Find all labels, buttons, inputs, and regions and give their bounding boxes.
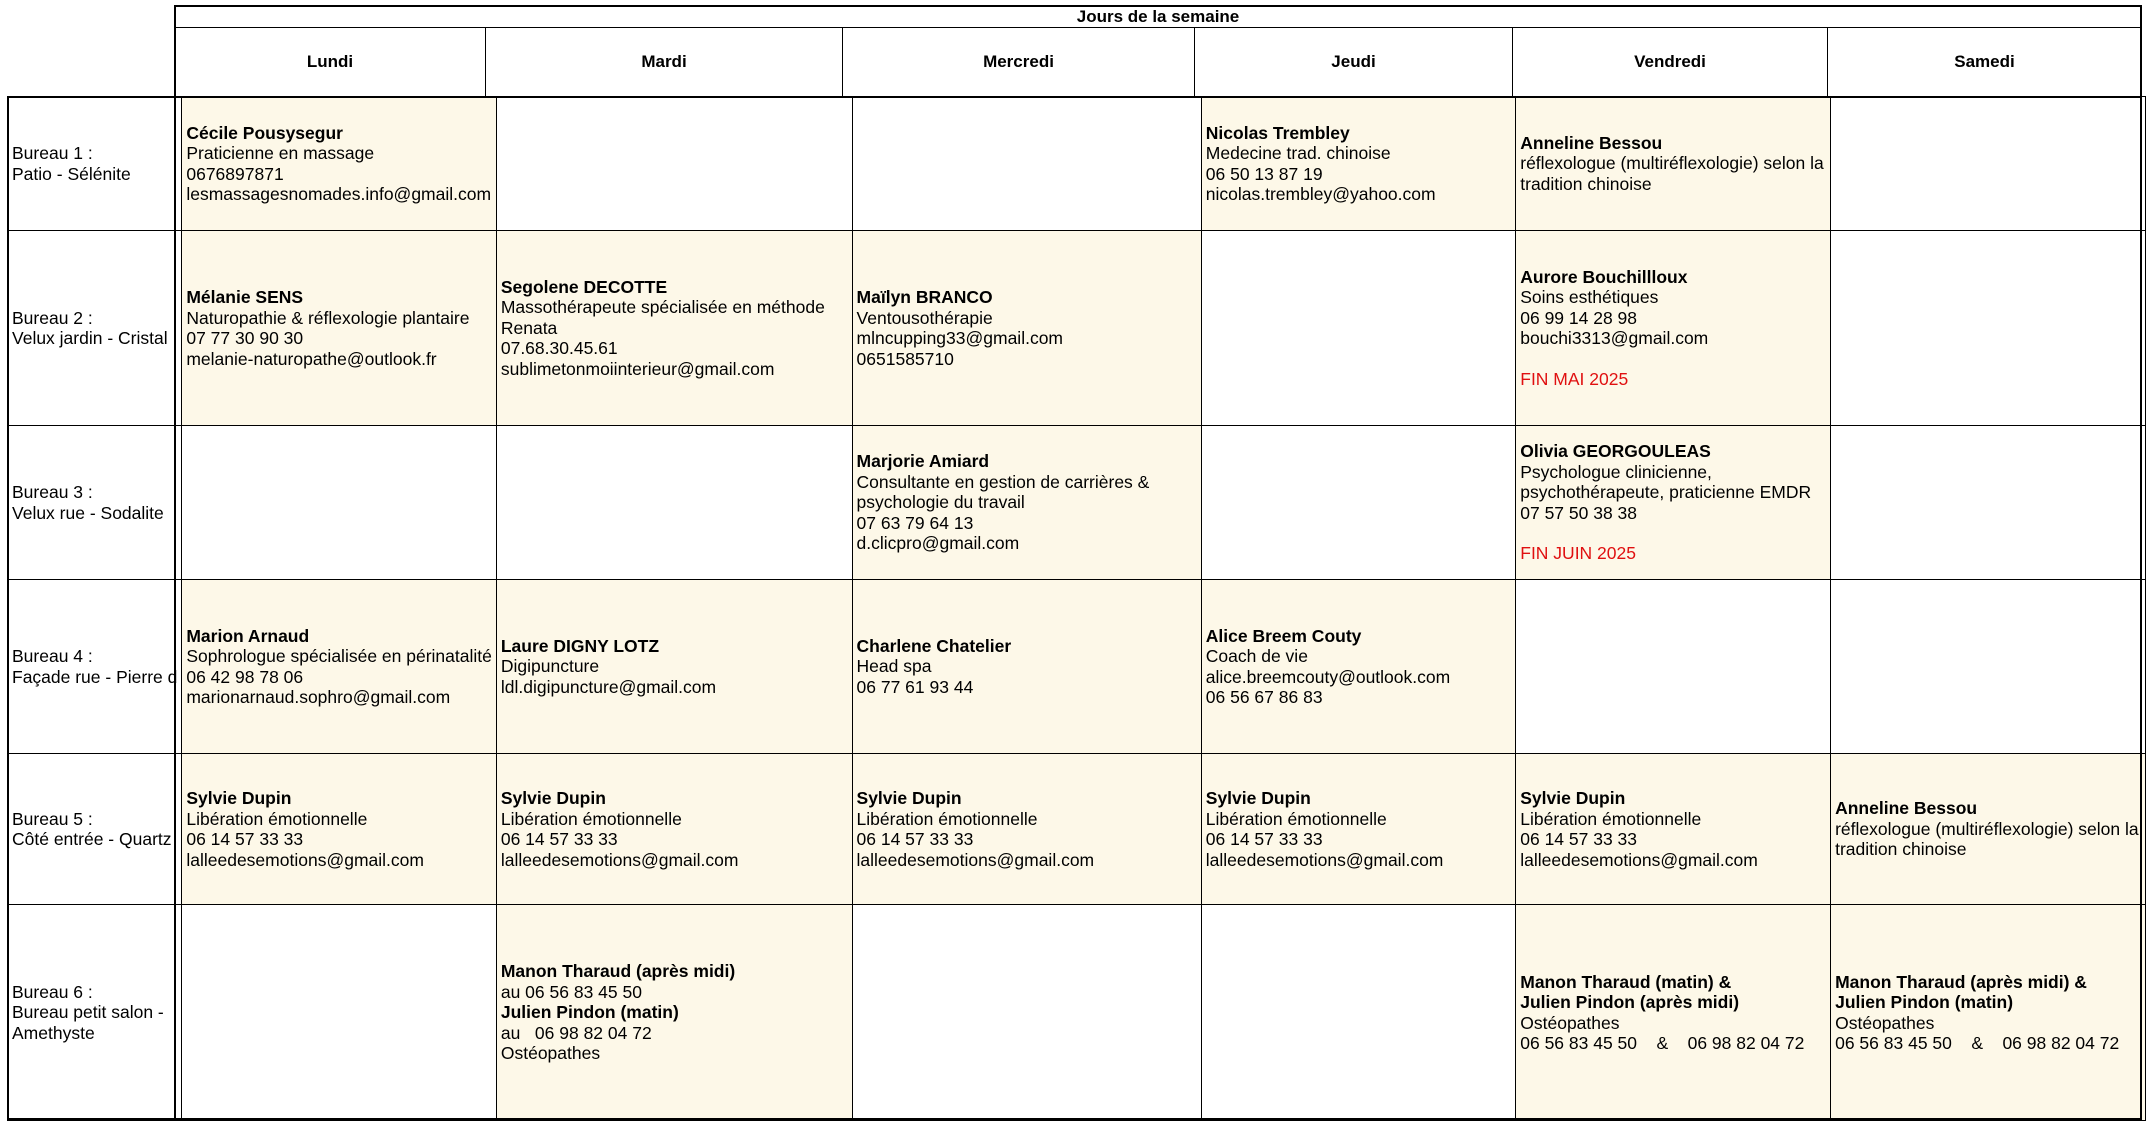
practitioner-name: Mélanie SENS xyxy=(186,287,304,307)
practitioner-name: Maïlyn BRANCO xyxy=(856,287,993,307)
table-row xyxy=(8,905,2146,1121)
slot-cell[interactable]: Sylvie Dupin Libération émotionnelle 06 14 57 33 33 lalleedesemotions@gmail.com xyxy=(852,754,1201,905)
slot-cell[interactable]: Aurore Bouchillloux Soins esthétiques 06 99 14 28 98 bouchi3313@gmail.com FIN MAI 2025 xyxy=(1516,231,1831,426)
empty-slot-cell[interactable] xyxy=(852,905,1201,1121)
slot-cell[interactable]: Sylvie Dupin Libération émotionnelle 06 14 57 33 33 lalleedesemotions@gmail.com xyxy=(1516,754,1831,905)
practitioner-name: Sylvie Dupin xyxy=(500,788,606,808)
practitioner-name: Nicolas Trembley xyxy=(1205,122,1350,143)
slot-cell[interactable]: Maïlyn BRANCO Ventousothérapie mlncupping33@gmail.com 0651585710 xyxy=(852,231,1201,426)
slot-cell[interactable]: Anneline Bessou réflexologue (multiréflexologie) selon la tradition chinoise xyxy=(1516,97,1831,231)
day-label: Mardi xyxy=(641,52,687,71)
empty-slot-cell[interactable] xyxy=(852,97,1201,231)
practitioner-name: Sylvie Dupin xyxy=(1205,788,1311,808)
empty-slot-cell[interactable] xyxy=(1831,580,2146,754)
slot-cell[interactable]: Nicolas Trembley Medecine trad. chinoise 06 50 13 87 19 nicolas.trembley@yahoo.com xyxy=(1201,97,1515,231)
empty-slot-cell[interactable] xyxy=(1516,580,1831,754)
end-date-note: FIN JUIN 2025 xyxy=(1520,543,1636,564)
empty-slot-cell[interactable] xyxy=(496,97,852,231)
practitioner-name: Julien Pindon (matin) xyxy=(500,1002,679,1023)
slot-cell[interactable]: Manon Tharaud (matin) & Julien Pindon (après midi) Ostéopathes 06 56 83 45 50 & 06 98 82 04 72 xyxy=(1516,905,1831,1121)
office-label-4: Bureau 4 : Façade rue - Pierre d xyxy=(8,580,182,754)
practitioner-name: Manon Tharaud (matin) & xyxy=(1520,971,1732,992)
practitioner-name: Sylvie Dupin xyxy=(1520,788,1626,808)
empty-slot-cell[interactable] xyxy=(1831,426,2146,580)
practitioner-name: Julien Pindon (matin) xyxy=(1835,992,2014,1012)
slot-cell[interactable]: Mélanie SENS Naturopathie & réflexologie plantaire 07 77 30 90 30 melanie-naturopathe@outlook.fr xyxy=(182,231,497,426)
office-label-6: Bureau 6 : Bureau petit salon - Amethyste xyxy=(8,905,182,1121)
practitioner-name: Marjorie Amiard xyxy=(856,451,990,472)
slot-cell[interactable]: Olivia GEORGOULEAS Psychologue clinicienne, psychothérapeute, praticienne EMDR 07 57 50 38 38 FIN JUIN 2025 xyxy=(1516,426,1831,580)
slot-cell[interactable]: Sylvie Dupin Libération émotionnelle 06 14 57 33 33 lalleedesemotions@gmail.com xyxy=(182,754,497,905)
slot-cell[interactable]: Laure DIGNY LOTZ Digipuncture ldl.digipuncture@gmail.com xyxy=(496,580,852,754)
day-header-monday xyxy=(174,27,486,97)
practitioner-name: Laure DIGNY LOTZ xyxy=(500,635,660,656)
practitioner-name: Manon Tharaud (après midi) xyxy=(500,961,736,982)
empty-slot-cell[interactable] xyxy=(182,905,497,1121)
slot-cell[interactable]: Anneline Bessou réflexologue (multiréflexologie) selon la tradition chinoise xyxy=(1831,754,2146,905)
schedule-grid xyxy=(7,96,2146,1121)
slot-cell[interactable]: Marjorie Amiard Consultante en gestion de carrières & psychologie du travail 07 63 79 64 13 d.clicpro@gmail.com xyxy=(852,426,1201,580)
day-header-friday xyxy=(1512,27,1828,97)
week-title: Jours de la semaine xyxy=(1076,6,1240,26)
slot-cell[interactable]: Manon Tharaud (après midi) au 06 56 83 45 50 Julien Pindon (matin) au 06 98 82 04 72 Ostéopathes xyxy=(496,905,852,1121)
practitioner-name: Segolene DECOTTE xyxy=(500,276,668,297)
table-row xyxy=(8,754,2146,905)
practitioner-name: Olivia GEORGOULEAS xyxy=(1520,441,1711,462)
slot-cell[interactable]: Manon Tharaud (après midi) & Julien Pindon (matin) Ostéopathes 06 56 83 45 50 & 06 98 82 04 72 xyxy=(1831,905,2146,1121)
end-date-note: FIN MAI 2025 xyxy=(1520,368,1629,389)
table-row xyxy=(8,580,2146,754)
slot-cell[interactable]: Charlene Chatelier Head spa 06 77 61 93 44 xyxy=(852,580,1201,754)
day-header-thursday xyxy=(1194,27,1513,97)
practitioner-name: Anneline Bessou xyxy=(1835,798,1978,819)
practitioner-name: Manon Tharaud (après midi) & xyxy=(1835,971,2087,992)
office-label-1: Bureau 1 : Patio - Sélénite xyxy=(8,97,182,231)
empty-slot-cell[interactable] xyxy=(1831,97,2146,231)
slot-cell[interactable]: Marion Arnaud Sophrologue spécialisée en périnatalité 06 42 98 78 06 marionarnaud.sophro@gmail.com xyxy=(182,580,497,754)
office-label-5: Bureau 5 : Côté entrée - Quartz xyxy=(8,754,182,905)
day-header-tuesday xyxy=(485,27,843,97)
day-label: Mercredi xyxy=(983,52,1054,71)
practitioner-name: Sylvie Dupin xyxy=(186,788,292,808)
practitioner-name: Cécile Pousysegur xyxy=(186,122,343,143)
empty-slot-cell[interactable] xyxy=(1831,231,2146,426)
label-column-divider xyxy=(174,96,176,1120)
practitioner-name: Sylvie Dupin xyxy=(856,788,962,808)
day-header-saturday xyxy=(1827,27,2142,97)
week-title-header xyxy=(174,5,2142,28)
day-header-wednesday xyxy=(842,27,1195,97)
practitioner-name: Aurore Bouchillloux xyxy=(1520,266,1688,287)
empty-slot-cell[interactable] xyxy=(182,426,497,580)
day-label: Jeudi xyxy=(1331,52,1376,71)
table-row xyxy=(8,97,2146,231)
slot-cell[interactable]: Cécile Pousysegur Praticienne en massage 0676897871 lesmassagesnomades.info@gmail.com xyxy=(182,97,497,231)
practitioner-name: Marion Arnaud xyxy=(186,625,310,646)
slot-cell[interactable]: Sylvie Dupin Libération émotionnelle 06 14 57 33 33 lalleedesemotions@gmail.com xyxy=(1201,754,1515,905)
office-label-3: Bureau 3 : Velux rue - Sodalite xyxy=(8,426,182,580)
slot-cell[interactable]: Segolene DECOTTE Massothérapeute spécialisée en méthode Renata 07.68.30.45.61 sublimetonmoiinterieur@gmail.com xyxy=(496,231,852,426)
practitioner-name: Alice Breem Couty xyxy=(1205,625,1362,646)
office-label-2: Bureau 2 : Velux jardin - Cristal xyxy=(8,231,182,426)
table-row xyxy=(8,426,2146,580)
day-label: Vendredi xyxy=(1634,52,1706,71)
empty-slot-cell[interactable] xyxy=(1201,905,1515,1121)
day-label: Lundi xyxy=(306,52,354,71)
empty-slot-cell[interactable] xyxy=(1201,231,1515,426)
slot-cell[interactable]: Sylvie Dupin Libération émotionnelle 06 14 57 33 33 lalleedesemotions@gmail.com xyxy=(496,754,852,905)
day-label: Samedi xyxy=(1954,52,2015,71)
slot-cell[interactable]: Alice Breem Couty Coach de vie alice.breemcouty@outlook.com 06 56 67 86 83 xyxy=(1201,580,1515,754)
empty-slot-cell[interactable] xyxy=(1201,426,1515,580)
practitioner-name: Charlene Chatelier xyxy=(856,635,1012,656)
empty-slot-cell[interactable] xyxy=(496,426,852,580)
table-row xyxy=(8,231,2146,426)
practitioner-name: Anneline Bessou xyxy=(1520,132,1663,153)
practitioner-name: Julien Pindon (après midi) xyxy=(1520,992,1740,1012)
